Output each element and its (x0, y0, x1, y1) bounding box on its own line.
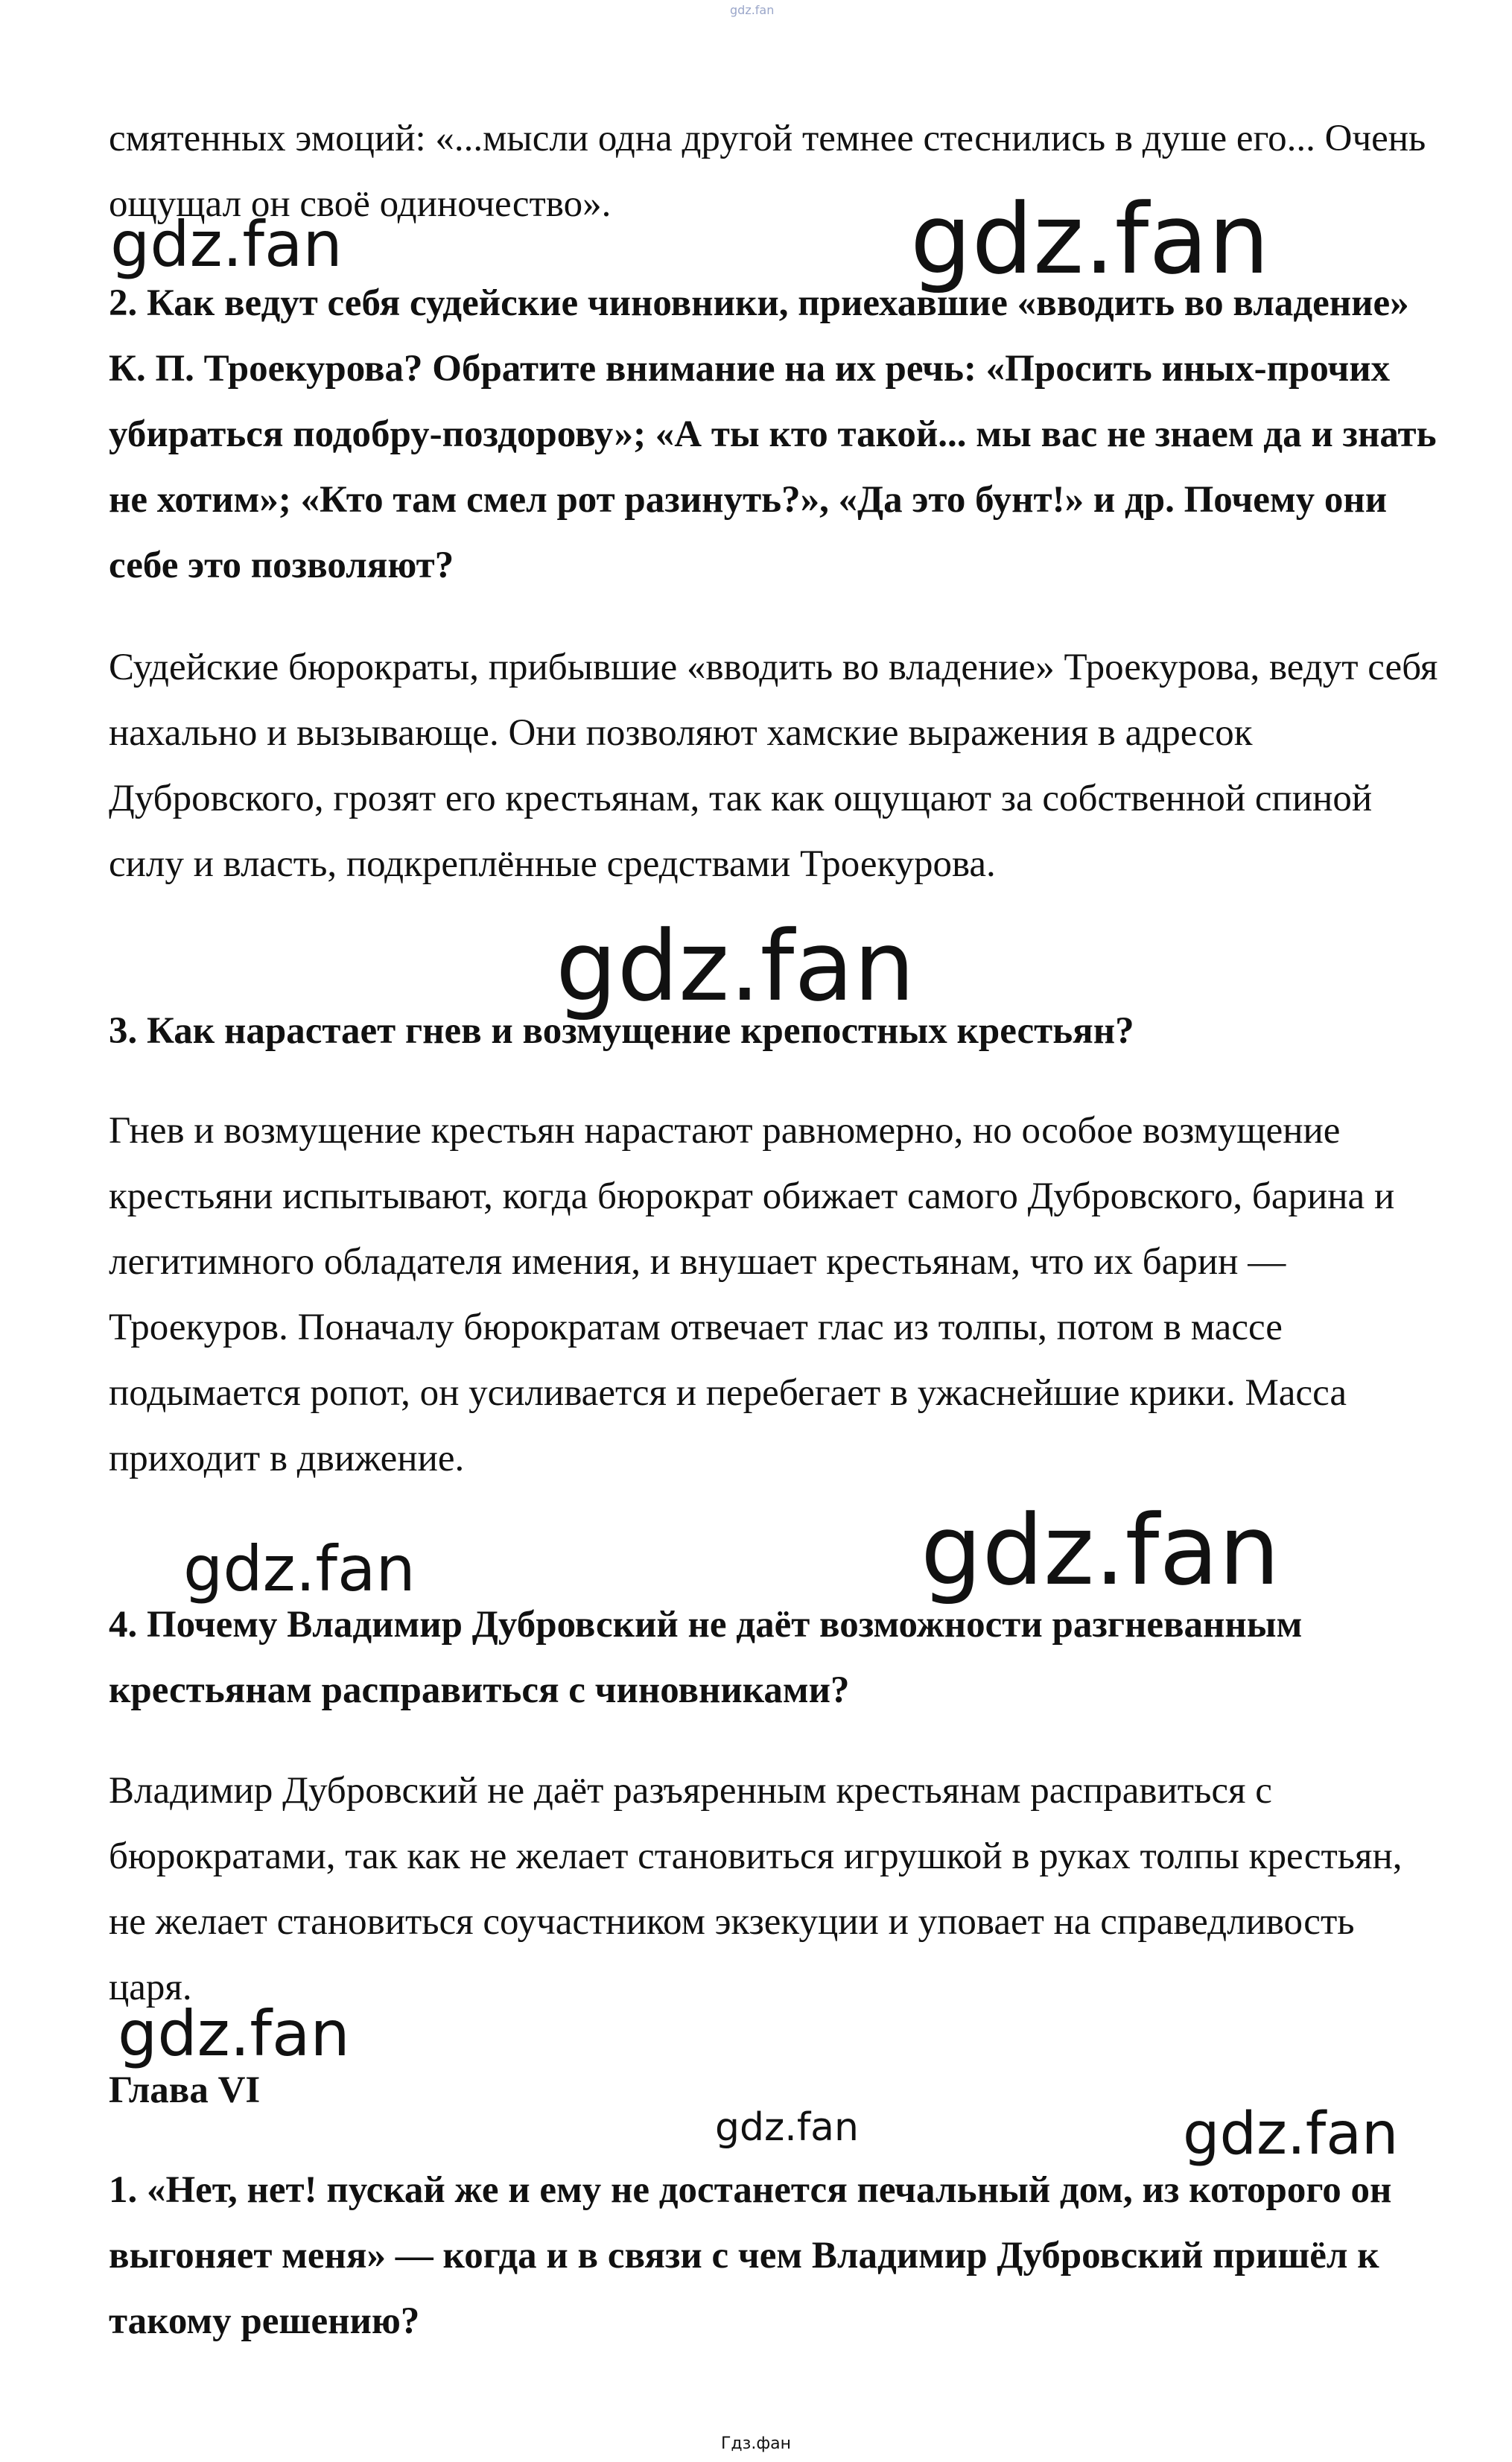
answer-paragraph-3: Гнев и возмущение крестьян нарастают равномерно, но особое возмущение крестьяни испытывают, когда бюрократ обижает самого Дубровского, барина и легитимного обладателя имения, и внушает крестьянам, что их барин — Троекуров. Поначалу бюрократам отвечает глас из толпы, потом в массе подымается ропот, он усиливается и перебегает в ужаснейшие крики. Масса приходит в движение. (109, 1110, 1395, 1479)
header-watermark: gdz.fan (730, 3, 775, 17)
watermark: gdz.fan (715, 2105, 859, 2150)
watermark: gdz.fan (110, 208, 343, 281)
chapter-heading: Глава VI (109, 2069, 261, 2111)
question-4: 4. Почему Владимир Дубровский не даёт возможности разгневанным крестьянам расправиться с чиновниками? (109, 1604, 1303, 1711)
answer-paragraph-2: Судейские бюрократы, прибывшие «вводить во владение» Троекурова, ведут себя нахально и вызывающе. Они позволяют хамские выражения в адресок Дубровского, грозят его крестьянам, так как ощущают за собственной спиной силу и власть, подкреплённые средствами Троекурова. (109, 647, 1438, 885)
watermark: gdz.fan (1183, 2101, 1399, 2168)
watermark: gdz.fan (118, 1997, 350, 2070)
answer-paragraph-4: Владимир Дубровский не даёт разъяренным крестьянам расправиться с бюрократами, так как не желает становиться игрушкой в руках толпы крестьян, не желает становиться соучастником экзекуции и уповает на справедливость царя. (109, 1770, 1403, 2008)
watermark: gdz.fan (910, 183, 1270, 296)
question-3: 3. Как нарастает гнев и возмущение крепостных крестьян? (109, 1010, 1134, 1052)
question-2: 2. Как ведут себя судейские чиновники, приехавшие «вводить во владение» К. П. Троекурова? Обратите внимание на их речь: «Просить иных-прочих убираться подобру-поздорову»; «А ты кто такой... мы вас не знаем да и знать не хотим»; «Кто там смел рот разинуть?», «Да это бунт!» и др. Почему они себе это позволяют? (109, 282, 1437, 586)
watermark: gdz.fan (921, 1494, 1280, 1607)
watermark: gdz.fan (183, 1532, 416, 1605)
question-ch6-1: 1. «Нет, нет! пускай же и ему не достанется печальный дом, из которого он выгоняет меня» — когда и в связи с чем Владимир Дубровский пришёл к такому решению? (109, 2169, 1392, 2342)
answer-paragraph-1: смятенных эмоций: «...мысли одна другой темнее стеснились в душе его... Очень ощущал он своё одиночество». (109, 118, 1426, 225)
footer-watermark: Гдз.фан (721, 2434, 791, 2453)
watermark: gdz.fan (556, 910, 915, 1023)
